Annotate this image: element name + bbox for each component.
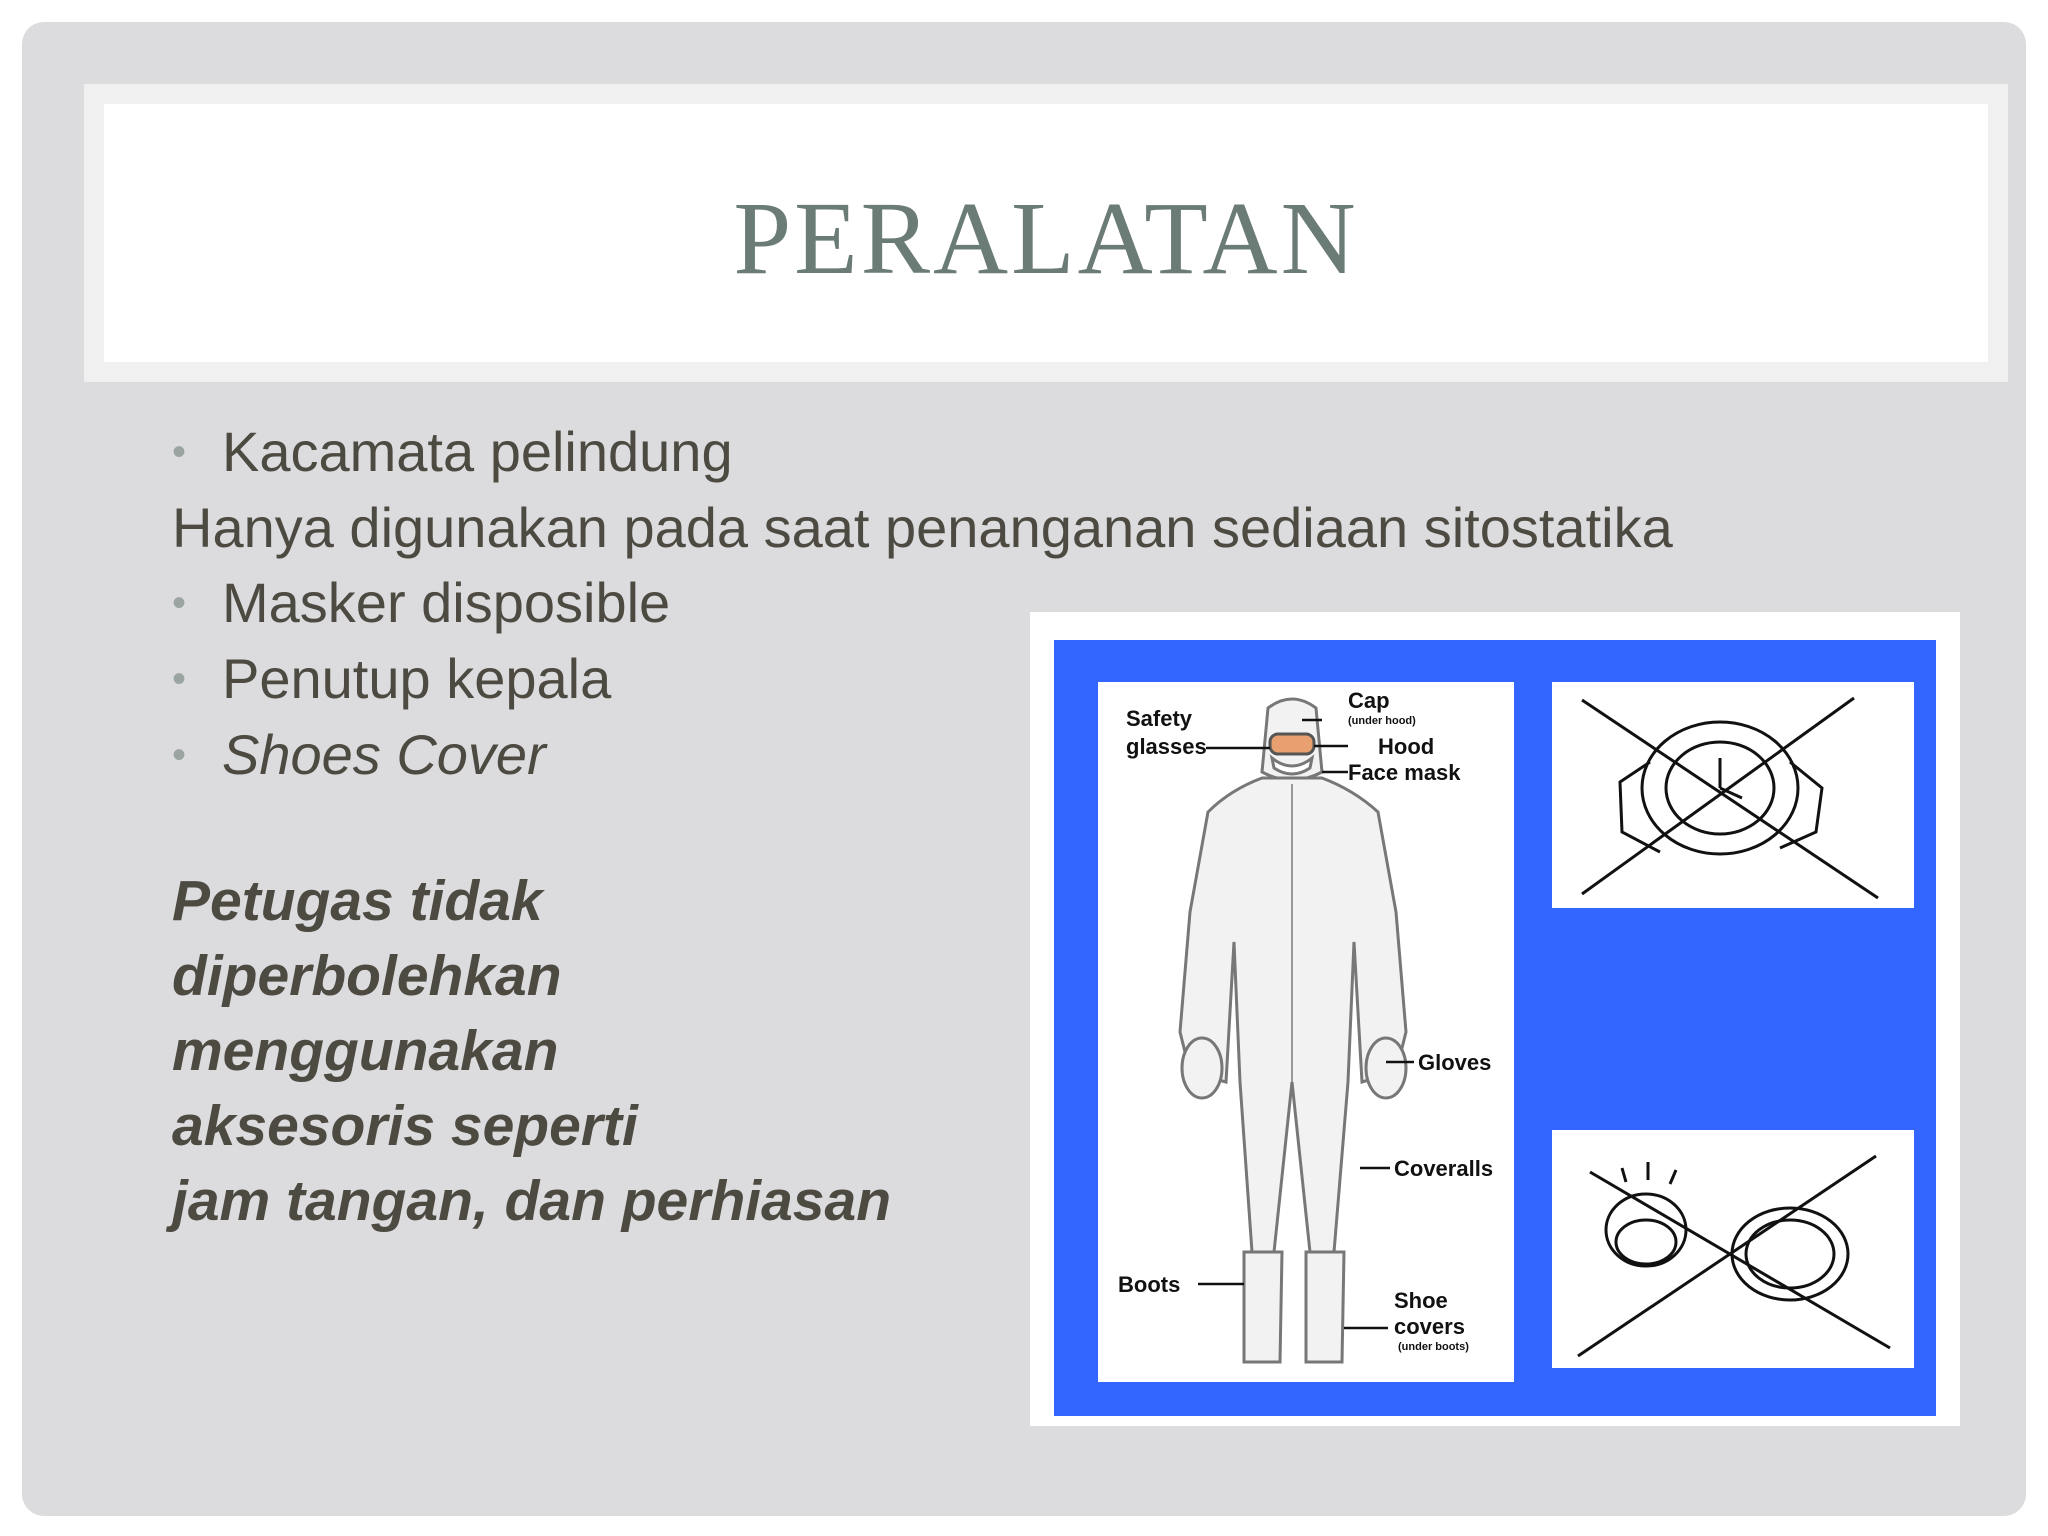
note-line: aksesoris seperti: [172, 1094, 638, 1158]
bullet-description: Hanya digunakan pada saat penanganan sediaan sitostatika: [172, 496, 1673, 559]
bullet-icon: •: [172, 733, 187, 777]
bullet-icon: •: [172, 430, 187, 474]
label-covers: covers: [1394, 1314, 1465, 1339]
label-covers-sub: (under boots): [1398, 1341, 1469, 1353]
label-cap-sub: (under hood): [1348, 715, 1416, 727]
title-box: [84, 84, 2008, 382]
label-safety: Safety: [1126, 706, 1193, 731]
note-line: menggunakan: [172, 1019, 559, 1083]
warning-note: [172, 864, 891, 1239]
label-coveralls: Coveralls: [1394, 1156, 1494, 1181]
bullet-icon: •: [172, 581, 187, 625]
note-line: Petugas tidak: [172, 869, 543, 933]
label-glasses: glasses: [1126, 734, 1207, 759]
note-line: jam tangan, dan perhiasan: [172, 1169, 892, 1233]
ppe-figure: [1030, 612, 1960, 1426]
bullet-text: Shoes Cover: [222, 723, 546, 786]
bullet-text: Penutup kepala: [222, 647, 612, 710]
label-shoe: Shoe: [1394, 1288, 1448, 1313]
bullet-item: [172, 414, 1952, 490]
note-line: diperbolehkan: [172, 944, 562, 1008]
bullet-text: Kacamata pelindung: [222, 420, 733, 483]
label-face-mask: Face mask: [1348, 760, 1461, 785]
ppe-illustration: [1030, 612, 1960, 1426]
bullet-text: Masker disposible: [222, 571, 671, 634]
label-boots: Boots: [1118, 1272, 1181, 1297]
slide-title: PERALATAN: [733, 180, 1359, 296]
slide: [22, 22, 2026, 1516]
label-gloves: Gloves: [1418, 1050, 1492, 1075]
label-hood: Hood: [1378, 734, 1435, 759]
label-cap: Cap: [1348, 688, 1390, 713]
bullet-icon: •: [172, 657, 187, 701]
